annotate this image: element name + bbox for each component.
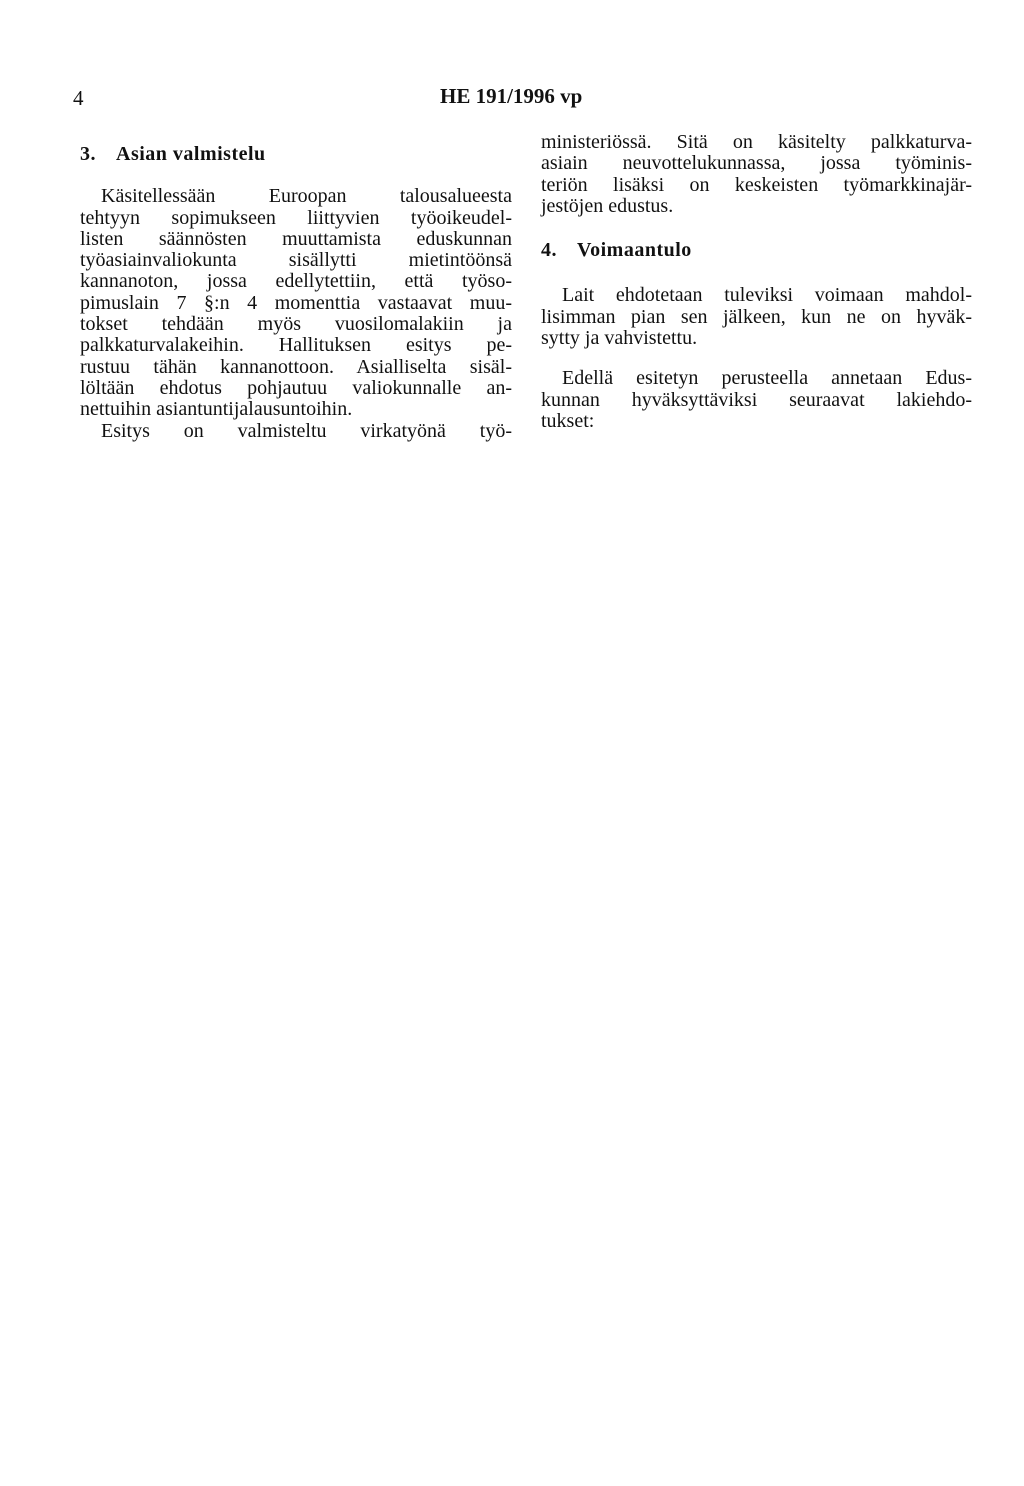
text-line: tukset: [541,409,595,432]
text-line: Edellä esitetyn perusteella annetaan Edus- [562,367,972,390]
text-line: asiain neuvottelukunnassa, jossa työminis- [541,152,972,175]
right-column [541,132,972,432]
text-line: työasiainvaliokunta sisällytti mietintöönsä [80,249,512,272]
text-line: jestöjen edustus. [541,194,674,217]
section-4-paragraph-1 [541,285,972,349]
section-3-paragraph-1 [80,186,512,420]
text-line: Lait ehdotetaan tuleviksi voimaan mahdol- [562,284,972,307]
section-3-title: Asian valmistelu [116,143,266,165]
text-line: Esitys on valmisteltu virkatyönä työ- [101,419,512,442]
text-line: pimuslain 7 §:n 4 momenttia vastaavat muu- [80,291,512,314]
section-3-heading [80,144,512,165]
section-3-paragraph-2 [80,421,512,442]
text-line: listen säännösten muuttamista eduskunnan [80,227,512,250]
text-line: kannanoton, jossa edellytettiin, että työso- [80,270,512,293]
section-4-number: 4. [541,239,557,262]
text-line: rustuu tähän kannanottoon. Asialliselta sisäl- [80,355,512,378]
text-line: lisimman pian sen jälkeen, kun ne on hyväk- [541,305,972,328]
text-line: sytty ja vahvistettu. [541,327,698,350]
text-line: tehtyyn sopimukseen liittyvien työoikeudel- [80,206,512,229]
text-line: tokset tehdään myös vuosilomalakiin ja [80,313,512,336]
text-line: kunnan hyväksyttäviksi seuraavat lakiehdo- [541,388,972,411]
section-4-title: Voimaantulo [577,239,692,262]
text-line: löltään ehdotus pohjautuu valiokunnalle an- [80,376,512,399]
page-number: 4 [73,86,84,110]
left-column [80,132,512,442]
text-line: teriön lisäksi on keskeisten työmarkkinajär- [541,173,972,196]
section-4-heading [541,240,972,261]
text-line: Käsitellessään Euroopan talousalueesta [101,185,512,208]
text-line: nettuihin asiantuntijalausuntoihin. [80,398,353,421]
document-id: HE 191/1996 vp [440,84,583,108]
text-line: ministeriössä. Sitä on käsitelty palkkaturva- [541,131,972,153]
section-3-paragraph-2-continued [541,132,972,217]
section-4-paragraph-2 [541,368,972,432]
text-line: palkkaturvalakeihin. Hallituksen esitys pe- [80,334,512,357]
section-3-number: 3. [80,143,96,165]
